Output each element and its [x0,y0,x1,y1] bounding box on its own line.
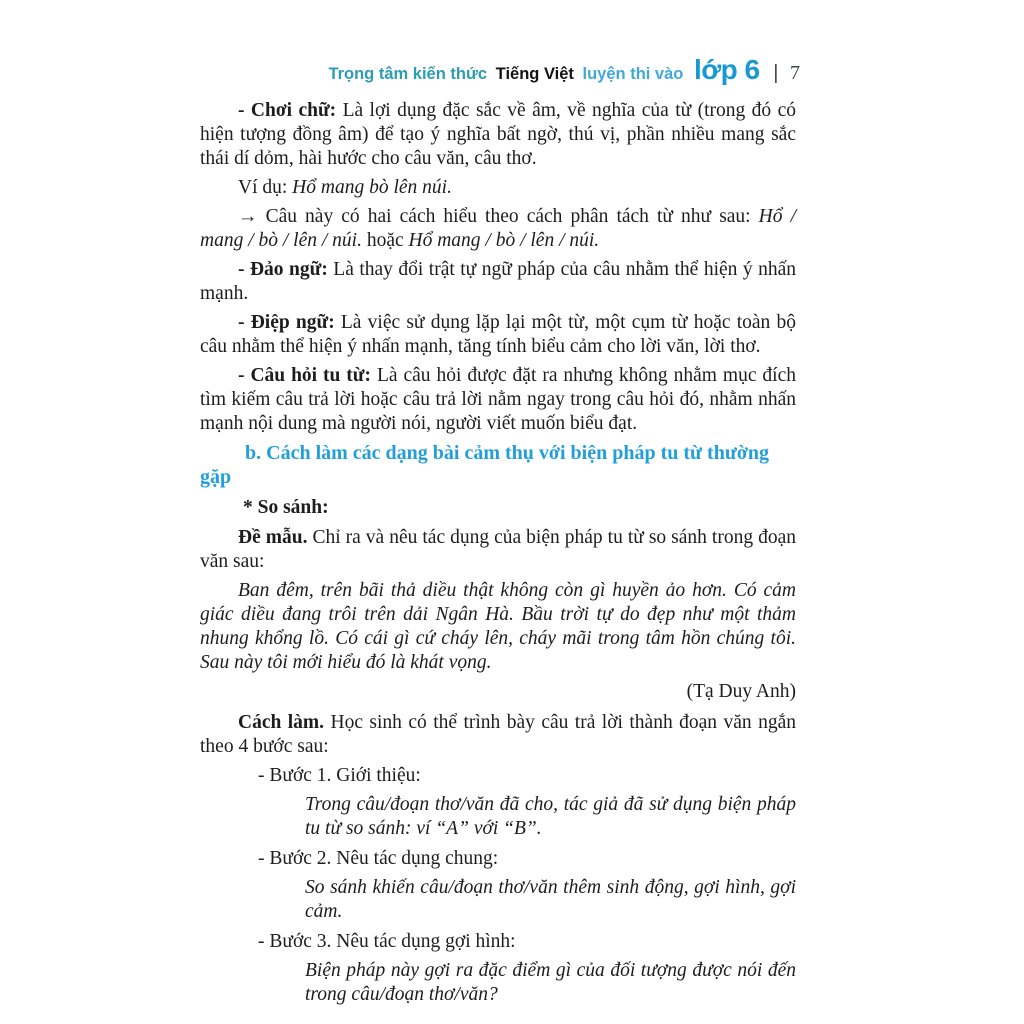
term-text-choi-chu: Là lợi dụng đặc sắc về âm, về nghĩa của từ (trong đó có hiện tượng đồng âm) để tạo ý nghĩa bất ngờ, thú vị, phần nhiều mang sắc thái dí dỏm, hài hước cho câu văn, câu thơ. [200,100,796,169]
step-3-label: - Bước 3. Nêu tác dụng gợi hình: [258,931,516,952]
paragraph-choi-chu [200,99,796,171]
arrow-italic-2: Hổ mang / bò / lên / núi. [408,230,600,251]
cach-lam-label: Cách làm. [238,712,325,733]
arrow-text-2: hoặc [361,230,409,251]
paragraph-de-mau [200,526,796,574]
example-sentence: Hổ mang bò lên núi. [292,177,452,198]
term-label-choi-chu: - Chơi chữ: [238,100,337,121]
term-text-dao-ngu: Là thay đổi trật tự ngữ pháp của câu nhằm thể hiện ý nhấn mạnh. [200,259,796,304]
header-subject-label: Tiếng Việt [495,65,574,83]
content-body [200,99,796,1013]
paragraph-arrow-explanation [200,205,796,253]
header-exam-label: luyện thi vào [582,65,684,83]
header-separator: | [773,62,779,84]
header-grade-label: lớp 6 [693,54,760,85]
page-number: 7 [790,62,800,84]
term-label-dao-ngu: - Đảo ngữ: [238,259,328,280]
paragraph-cach-lam [200,711,796,759]
quote-passage: Ban đêm, trên bãi thả diều thật không còn gì huyền ảo hơn. Có cảm giác diều đang trôi trên dải Ngân Hà. Bầu trời tự do đẹp như một thảm nhung khổng lồ. Có cái gì cứ cháy lên, cháy mãi trong tâm hồn chúng tôi. Sau này tôi mới hiểu đó là khát vọng. [200,580,796,673]
paragraph-cau-hoi-tu-tu [200,364,796,436]
example-label: Ví dụ: [238,177,293,198]
term-label-cau-hoi: - Câu hỏi tu từ: [238,365,371,386]
page-header [0,54,800,86]
header-series-label: Trọng tâm kiến thức [328,65,488,83]
arrow-italic-1: Hổ / mang / bò / lên / núi. [200,206,796,251]
term-text-cau-hoi: Là câu hỏi được đặt ra nhưng không nhằm mục đích tìm kiếm câu trả lời hoặc câu trả lời nằm ngay trong câu hỏi đó, nhằm nhấn mạnh nội dung mà người nói, người viết muốn biểu đạt. [200,365,796,434]
term-label-diep-ngu: - Điệp ngữ: [238,312,335,333]
step-2-label: - Bước 2. Nêu tác dụng chung: [258,848,499,869]
quote-author: (Tạ Duy Anh) [686,681,796,702]
paragraph-dao-ngu [200,258,796,306]
paragraph-vi-du [200,176,796,200]
sub-heading-so-sanh: * So sánh: [243,497,329,518]
step-3-detail: Biện pháp này gợi ra đặc điểm gì của đối tượng được nói đến trong câu/đoạn thơ/văn? [305,960,796,1005]
arrow-text-1: Câu này có hai cách hiểu theo cách phân tách từ như sau: [257,206,759,227]
step-1-label: - Bước 1. Giới thiệu: [258,765,421,786]
cach-lam-text: Học sinh có thể trình bày câu trả lời thành đoạn văn ngắn theo 4 bước sau: [200,712,796,757]
arrow-icon: → [238,206,258,227]
step-1-detail: Trong câu/đoạn thơ/văn đã cho, tác giả đã sử dụng biện pháp tu từ so sánh: ví “A” với “B”. [305,794,796,839]
section-heading-b: b. Cách làm các dạng bài cảm thụ với biện pháp tu từ thường gặp [200,442,770,488]
paragraph-diep-ngu [200,311,796,359]
term-text-diep-ngu: Là việc sử dụng lặp lại một từ, một cụm từ hoặc toàn bộ câu nhằm thể hiện ý nhấn mạnh, tăng tính biểu cảm cho lời văn, lời thơ. [200,312,796,357]
de-mau-text: Chỉ ra và nêu tác dụng của biện pháp tu từ so sánh trong đoạn văn sau: [200,527,797,572]
de-mau-label: Đề mẫu. [238,527,308,548]
step-2-detail: So sánh khiến câu/đoạn thơ/văn thêm sinh động, gợi hình, gợi cảm. [305,877,796,922]
